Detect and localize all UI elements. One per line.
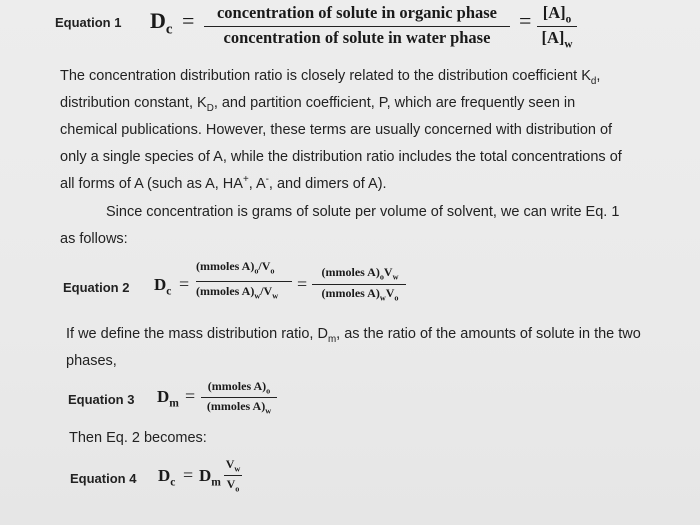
paragraph-1-line-3: chemical publications. However, these terms are usually concerned with distribution of (60, 122, 613, 138)
equation-2-numerator-2: (mmoles $A)_oV_w$ (321, 265, 399, 282)
equation-2-lhs: $D_c$ (154, 275, 172, 298)
paragraph-1-line-2: distribution constant, $K_D$, and partition coefficient, P, which are frequently seen in (60, 95, 576, 114)
equation-2-equals-2: = (297, 274, 308, 294)
equation-4-lhs: $D_c$ (158, 466, 176, 489)
paragraph-distribution-ratio (60, 63, 660, 198)
equation-1-label: Equation 1 (55, 15, 122, 30)
equation-1-numerator: concentration of solute in organic phase (216, 3, 498, 22)
equation-1-denominator: concentration of solute in water phase (223, 28, 491, 47)
equation-4-label: Equation 4 (70, 471, 137, 486)
equation-1-lhs: $D_c$ (150, 8, 173, 38)
equation-2-denominator-2: (mmoles $A)_wV_o$ (321, 286, 399, 303)
equation-3-lhs: $D_m$ (157, 387, 179, 410)
paragraph-mass-distribution (66, 321, 666, 375)
paragraph-1-line-1: The concentration distribution ratio is closely related to the distribution coefficient $K_d$, (60, 68, 601, 87)
equation-1-equals-2: = (519, 8, 532, 33)
equation-3-label: Equation 3 (68, 392, 135, 407)
equation-1-equals: = (182, 8, 195, 33)
equation-4-numerator: $V_w$ (225, 457, 241, 474)
equation-2-denominator: (mmoles $A)_w/V_w$ (196, 284, 279, 301)
then-text: Then Eq. 2 becomes: (69, 430, 207, 446)
paragraph-1-line-4: only a single species of A, while the distribution ratio includes the total concentrations of (60, 149, 622, 165)
equation-4-equals: = (183, 465, 194, 485)
paragraph-3-line-1: If we define the mass distribution ratio, $D_m$, as the ratio of the amounts of solute in the two (66, 326, 641, 345)
equation-2-equals: = (179, 274, 190, 294)
equation-3-denominator: (mmoles $A)_w$ (206, 399, 272, 416)
paragraph-1-line-5: all forms of A (such as A, HA+, A-, and dimers of A). (60, 174, 387, 192)
equation-3-numerator: (mmoles $A)_o$ (207, 379, 271, 396)
equation-1-ratio-denominator: $[A]_w$ (541, 28, 573, 51)
equation-2-label: Equation 2 (63, 280, 130, 295)
paragraph-2-line-2: as follows: (60, 231, 128, 247)
equation-4-rhs: $D_m$ (199, 466, 221, 489)
equation-3-equals: = (185, 386, 196, 406)
equation-1-ratio-numerator: $[A]_o$ (542, 3, 572, 26)
paragraph-3-line-2: phases, (66, 353, 117, 369)
paragraph-concentration (60, 199, 660, 253)
equation-4-denominator: $V_o$ (226, 477, 240, 494)
equation-2-numerator: (mmoles $A)_o/V_o$ (196, 259, 275, 276)
paragraph-2-line-1: Since concentration is grams of solute per volume of solvent, we can write Eq. 1 (106, 204, 620, 220)
equation-2-fraction-bar (196, 281, 292, 282)
